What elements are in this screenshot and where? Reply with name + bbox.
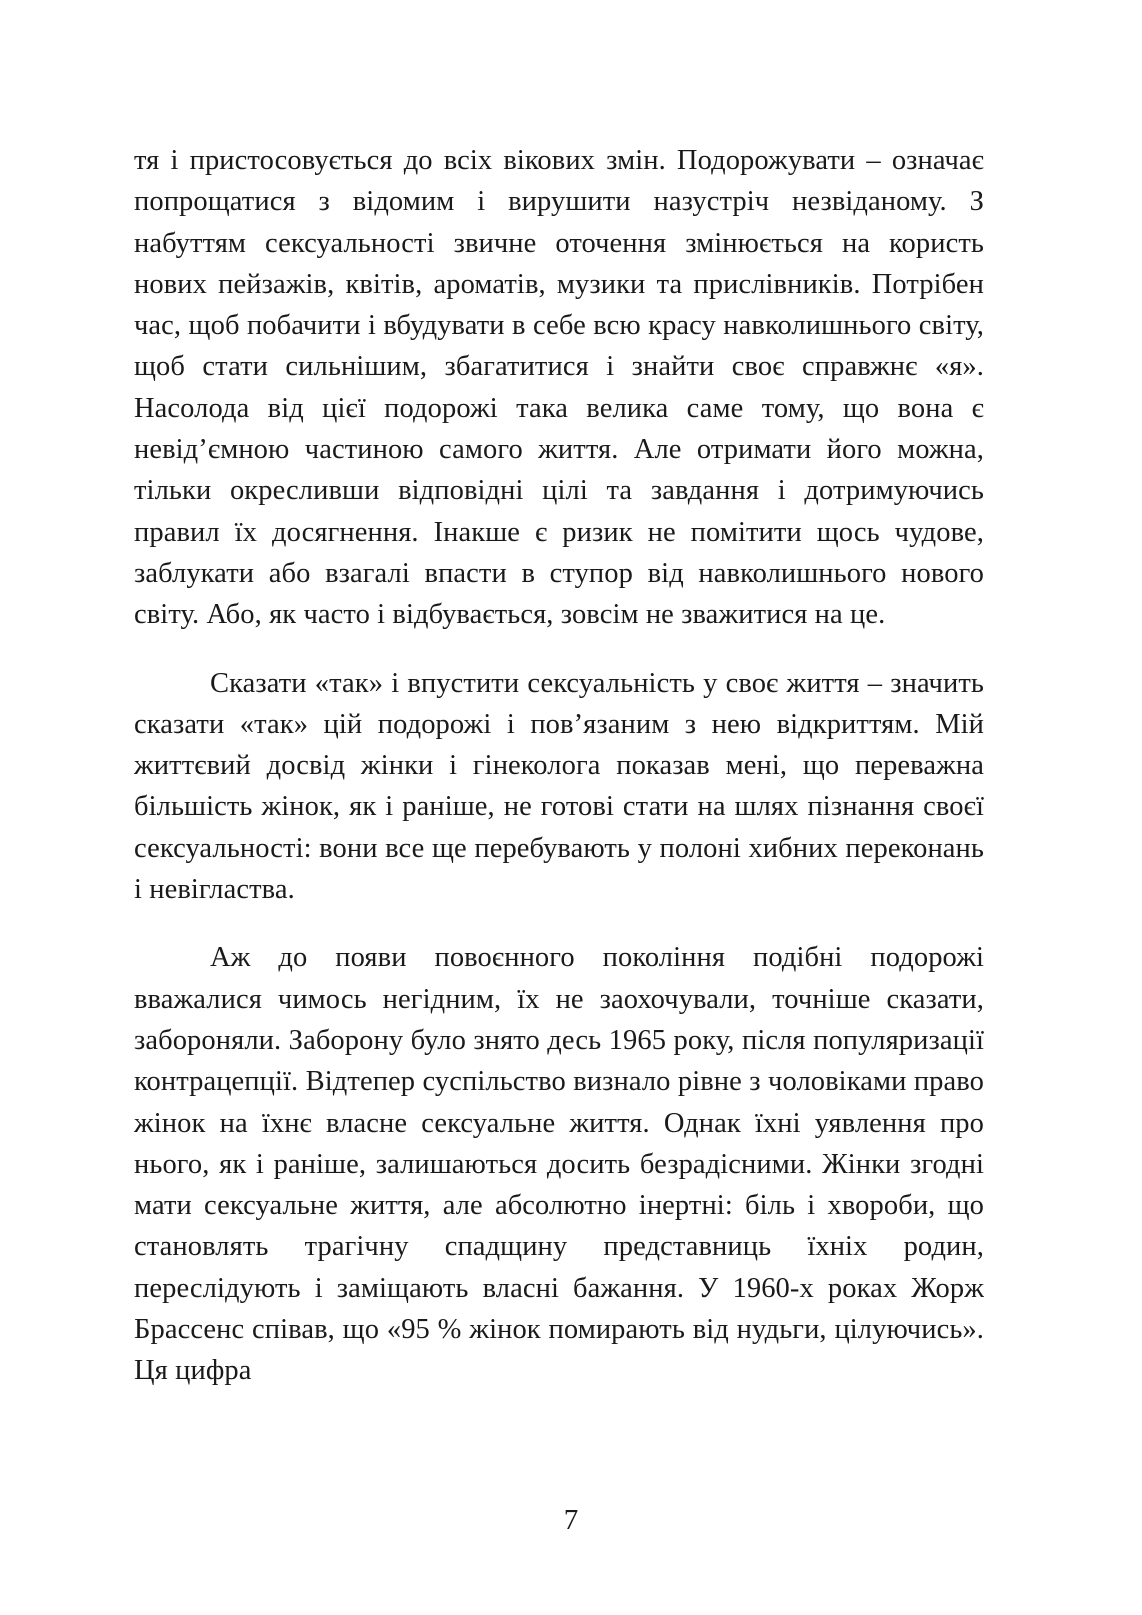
text-body: [134, 140, 984, 1392]
paragraph-3: Аж до появи повоєнного покоління подібні подорожі вважалися чимось негідним, їх не заохочували, точніше сказати, забороняли. Заборону було знято десь 1965 року, після популяризації контрацепції. Відтепер суспільство визнало рівне з чоловіками право жінок на їхнє власне сексуальне життя. Однак їхні уявлення про нього, як і раніше, залишаються досить безрадісними. Жінки згодні мати сексуальне життя, але абсолютно інертні: біль і хвороби, що становлять трагічну спадщину представниць їхніх родин, переслідують і заміщають власні бажання. У 1960-х роках Жорж Брассенс співав, що «95 % жінок помирають від нудьги, цілуючись». Ця цифра: [134, 942, 984, 1387]
paragraph-2: Сказати «так» і впустити сексуальність у своє життя – значить сказати «так» цій подорожі і пов’язаним з нею відкриттям. Мій життєвий досвід жінки і гінеколога показав мені, що переважна більшість жінок, як і раніше, не готові стати на шлях пізнання своєї сексуальності: вони все ще перебувають у полоні хибних переконань і невігластва.: [134, 667, 984, 906]
page-number: 7: [563, 1504, 579, 1536]
paragraph-gap: [134, 910, 984, 937]
paragraph-gap: [134, 636, 984, 663]
paragraph-1: тя і пристосовується до всіх вікових змін. Подорожувати – означає попрощатися з відомим і вирушити назустріч незвіданому. З набуттям сексуальності звичне оточення змінюється на користь нових пейзажів, квітів, ароматів, музики та прислівників. Потрібен час, щоб побачити і вбудувати в себе всю красу навколишнього світу, щоб стати сильнішим, збагатитися і знайти своє справжнє «я». Насолода від цієї подорожі така велика саме тому, що вона є невід’ємною частиною самого життя. Але отримати його можна, тільки окресливши відповідні цілі та завдання і дотримуючись правил їх досягнення. Інакше є ризик не помітити щось чудове, заблукати або взагалі впасти в ступор від навколишнього нового світу. Або, як часто і відбувається, зовсім не зважитися на це.: [134, 145, 984, 631]
